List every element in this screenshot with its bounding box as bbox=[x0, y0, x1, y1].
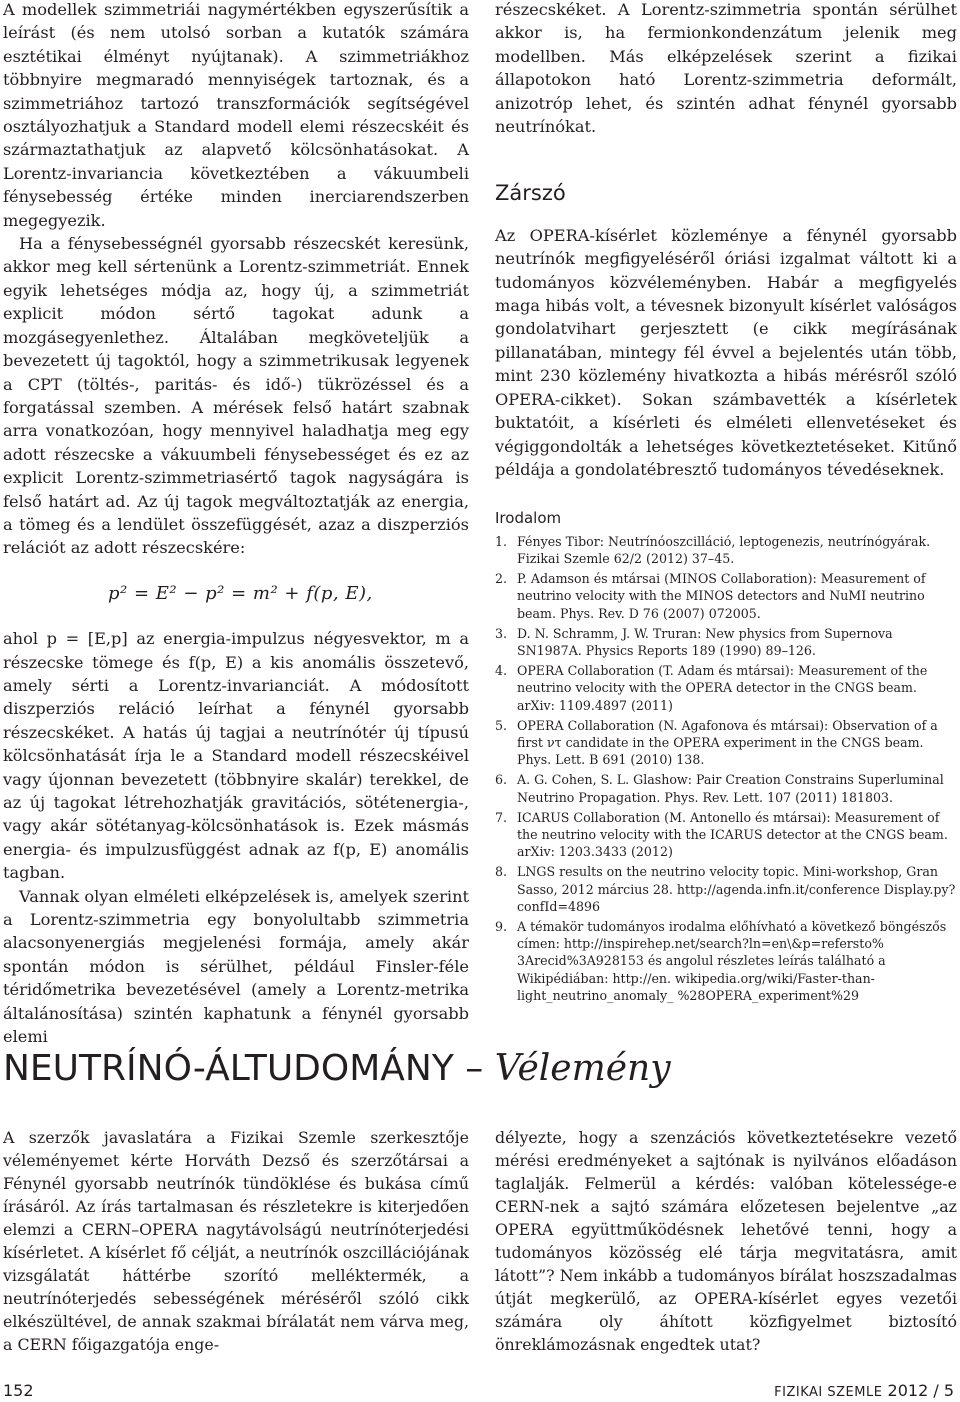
paragraph: délyezte, hogy a szenzációs következtetésekre vezető mérési eredményeket a sajtónak is nyilvános előadáson taglalják. Felmerül a kérdés: valóban kötelessége-e CERN-nek a sajtó számára előzetesen bejelentve „az OPERA együttműködésnek lehetővé tenni, hogy a tudományos közösség elé tárja megvitatásra, amit látott”? Nem inkább a tudományos bírálat hoszszadalmas útját megkerülő, az OPERA-kísérlet egyes vezetői számára oly áhított közfigyelmet biztosító önreklámozásnak engedtek utat? bbox=[495, 1128, 957, 1354]
opinion-left-column bbox=[3, 1126, 469, 1356]
reference-item bbox=[495, 625, 957, 659]
reference-text: OPERA Collaboration (T. Adam és mtársai): Measurement of the neutrino velocity with the OPERA detector in the CNGS beam. arXiv: 1109.4897 (2011) bbox=[517, 663, 928, 713]
reference-text: OPERA Collaboration (N. Agafonova és mtársai): Observation of a first ντ candidate in the OPERA experiment in the CNGS beam. Phys. Lett. B 691 (2010) 138. bbox=[517, 717, 938, 768]
journal-issue: 2012 / 5 bbox=[887, 1381, 954, 1400]
reference-item bbox=[495, 863, 957, 915]
references-list bbox=[495, 533, 957, 1004]
reference-text: ICARUS Collaboration (M. Antonello és mtársai): Measurement of the neutrino velocity with the ICARUS detector at the CNGS beam. arXiv: 1203.3433 (2012) bbox=[517, 809, 948, 860]
reference-text: A. G. Cohen, S. L. Glashow: Pair Creation Constrains Superluminal Neutrino Propagation. Phys. Rev. Lett. 107 (2011) 181803. bbox=[517, 772, 944, 805]
dispersion-equation: p² = E² − p² = m² + f(p, E), bbox=[108, 582, 373, 604]
reference-number: 5. bbox=[495, 717, 508, 733]
left-column bbox=[3, 0, 469, 1048]
paragraph: ahol p = [E,p] az energia-impulzus négyesvektor, m a részecske tömege és f(p, E) a kis anomális összetevő, amely sérti a Lorentz-invarianciát. A módosított diszperziós reláció leírhat a fénynél gyorsabb részecskéket. A hatás új tagjai a neutrínótér új típusú kölcsönhatását írja le a Standard modell részecskéivel vagy újonnan bevezetett (többnyire skalár) terekkel, de az új tagokat létrehozhatják gravitációs, sötétenergia-, vagy akár sötétanyag-kölcsönhatások is. Ezek másmás energia- és impulzusfüggést adnak az f(p, E) anomális tagban. bbox=[3, 629, 469, 883]
reference-number: 1. bbox=[495, 533, 508, 549]
journal-footer bbox=[774, 1381, 954, 1400]
paragraph: A szerzők javaslatára a Fizikai Szemle szerkesztője véleményemet kérte Horváth Dezső és szerzőtársai a Fénynél gyorsabb neutrínók tündöklése és bukása című írásáról. Az írás tartalmasan és részletekre is kiterjedően elemzi a CERN–OPERA nagytávolságú neutrínóterjedési kísérletet. A kísérlet fő célját, a neutrínók oszcillációjának vizsgálatát háttérbe szorító melléktermék, a neutrínóterjedés sebességének méréséről szóló cikk elkészültével, de annak szakmai bírálatát nem várva meg, a CERN főigazgatója enge- bbox=[3, 1128, 469, 1354]
reference-number: 2. bbox=[495, 571, 508, 587]
opinion-title bbox=[3, 1048, 671, 1089]
paragraph: Az OPERA-kísérlet közleménye a fénynél gyorsabb neutrínók megfigyeléséről óriási izgalmat váltott ki a tudományos közvéleményben. Habár a megfigyelés maga hibás volt, a tévesnek bizonyult kísérlet valóságos gondolatvihart gerjesztett (e cikk megírásának pillanatában, mintegy fél évvel a bejelentés után több, mint 230 közlemény hivatkozta a hibás mérésről szóló OPERA-cikket). Sokan számbavették a kísérletek buktatóit, a kísérleti és elméleti ellenvetéseket és végiggondolták a lehetséges következtetéseket. Kitűnő példája a gondolatébresztő tudományos tévedéseknek. bbox=[495, 225, 957, 479]
reference-number: 8. bbox=[495, 864, 508, 880]
reference-item bbox=[495, 809, 957, 861]
opinion-title-text: NEUTRÍNÓ-ÁLTUDOMÁNY – bbox=[3, 1048, 484, 1089]
journal-name: FIZIKAI SZEMLE bbox=[774, 1385, 883, 1400]
opinion-right-column bbox=[495, 1126, 957, 1356]
paragraph: A modellek szimmetriái nagymértékben egyszerűsítik a leírást (és nem utolsó sorban a kutatók számára esztétikai élményt nyújtanak). A szimmetriákhoz többnyire megmaradó mennyiségek tartoznak, és a szimmetriához tartozó transzformációk segítségével osztályozhatjuk a Standard modell elemi részecskéit és származtathatjuk az alapvető kölcsönhatásokat. A Lorentz-invariancia következtében a vákuumbeli fénysebesség értéke minden inerciarendszerben megegyezik. bbox=[3, 0, 469, 230]
reference-number: 6. bbox=[495, 772, 508, 788]
reference-item bbox=[495, 533, 957, 567]
reference-item bbox=[495, 918, 957, 1004]
reference-text: Fényes Tibor: Neutrínóoszcilláció, leptogenezis, neutrínógyárak. Fizikai Szemle 62/2 (2012) 37–45. bbox=[517, 533, 931, 566]
page-number: 152 bbox=[3, 1381, 34, 1400]
reference-item bbox=[495, 662, 957, 714]
paragraph: részecskéket. A Lorentz-szimmetria spontán sérülhet akkor is, ha fermionkondenzátum jelenik meg modellben. Más elképzelések szerint a fizikai állapotokon ható Lorentz-szimmetria deformált, anizotróp lehet, és szintén adhat fénynél gyorsabb neutrínókat. bbox=[495, 0, 957, 137]
paragraph: Vannak olyan elméleti elképzelések is, amelyek szerint a Lorentz-szimmetria egy bonyolultabb szimmetria alacsonyenergiás megjelenési formája, amely akár spontán módon is sérülhet, például Finsler-féle téridőmetrika bevezetésével (amely a Lorentz-metrika általánosítása) szintén kaphatunk a fénynél gyorsabb elemi bbox=[3, 886, 469, 1047]
reference-text: D. N. Schramm, J. W. Truran: New physics from Supernova SN1987A. Physics Reports 189 (1990) 89–126. bbox=[517, 625, 893, 658]
reference-number: 4. bbox=[495, 663, 508, 679]
reference-item bbox=[495, 717, 957, 769]
reference-number: 3. bbox=[495, 625, 508, 641]
reference-text: P. Adamson és mtársai (MINOS Collaboration): Measurement of neutrino velocity with the MINOS detectors and NuMI neutrino beam. Phys. Rev. D 76 (2007) 072005. bbox=[517, 571, 926, 621]
reference-number: 9. bbox=[495, 918, 508, 934]
opinion-subtitle: Vélemény bbox=[494, 1048, 671, 1089]
reference-text: A témakör tudományos irodalma előhívható a következő böngészős címen: http://inspirehep.net/search?ln=en\&p=refersto% 3Arecid%3A928153 és angolul részletes leírás található a Wikipédiában: http://en. wikipedia.org/wiki/Faster-than-light_neutrino_anomaly_ %28OPERA_experiment%29 bbox=[517, 918, 947, 1003]
reference-number: 7. bbox=[495, 809, 508, 825]
reference-item bbox=[495, 771, 957, 805]
references-heading: Irodalom bbox=[495, 509, 562, 528]
paragraph: Ha a fénysebességnél gyorsabb részecskét keresünk, akkor meg kell sértenünk a Lorentz-szimmetriát. Ennek egyik lehetséges módja az, hogy új, a szimmetriát explicit módon sértő tagokat adunk a mozgásegyenlethez. Általában megköveteljük a bevezetett új tagoktól, hogy a szimmetrikusak legyenek a CPT (töltés-, paritás- és idő-) tükrözéssel és a forgatással szemben. A mérések felső határt szabnak arra vonatkozóan, hogy mennyivel haladhatja meg egy adott részecske a vákuumbeli fénysebességet és ez az explicit Lorentz-szimmetriasértő tagok nagyságára is felső határt ad. Az új tagok megváltoztatják az energia, a tömeg és a lendület összefüggését, azaz a diszperziós relációt az adott részecskére: bbox=[3, 234, 469, 558]
reference-item bbox=[495, 570, 957, 622]
reference-text: LNGS results on the neutrino velocity topic. Mini-workshop, Gran Sasso, 2012 március 28. http://agenda.infn.it/conference Display.py?confId=4896 bbox=[517, 864, 956, 914]
section-heading: Zárszó bbox=[495, 181, 566, 206]
right-column bbox=[495, 0, 957, 1007]
